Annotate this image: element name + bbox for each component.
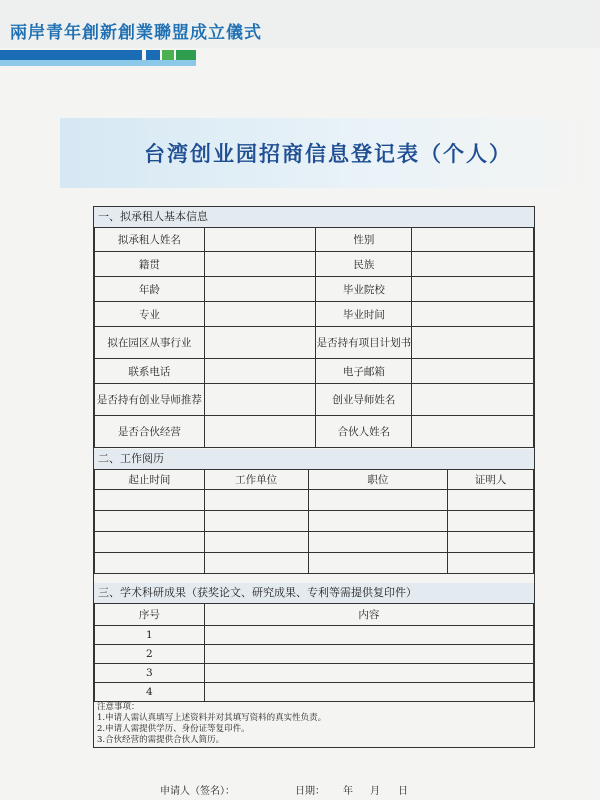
field-input[interactable] (308, 532, 448, 553)
field-label: 毕业院校 (316, 277, 412, 302)
field-input[interactable] (204, 553, 308, 574)
note-item: 2.申请人需提供学历、身份证等复印件。 (97, 724, 250, 734)
brand-stripe (0, 50, 142, 60)
field-label: 年龄 (95, 277, 205, 302)
table-header-row (95, 470, 534, 490)
applicant-signature-label: 申请人（签名）： (160, 786, 235, 797)
month-label: 月 (370, 786, 380, 797)
notes-box (94, 701, 534, 747)
column-header: 证明人 (448, 470, 534, 490)
field-input[interactable] (448, 532, 534, 553)
field-input[interactable] (204, 277, 316, 302)
field-input[interactable] (448, 553, 534, 574)
field-label: 性别 (316, 228, 412, 252)
field-input[interactable] (204, 626, 533, 645)
field-input[interactable] (95, 490, 205, 511)
table-row (95, 252, 534, 277)
row-number: 4 (95, 683, 205, 702)
field-input[interactable] (204, 490, 308, 511)
field-input[interactable] (412, 416, 534, 448)
field-label: 拟在园区从事行业 (95, 327, 205, 359)
field-input[interactable] (204, 511, 308, 532)
field-input[interactable] (204, 683, 533, 702)
table-row (95, 416, 534, 448)
field-label: 联系电话 (95, 359, 205, 384)
field-input[interactable] (204, 532, 308, 553)
field-input[interactable] (95, 511, 205, 532)
research-table (94, 603, 534, 702)
notes-title: 注意事项： (97, 702, 140, 712)
column-header: 职位 (308, 470, 448, 490)
basic-info-table (94, 227, 534, 448)
table-row (95, 553, 534, 574)
field-input[interactable] (412, 302, 534, 327)
field-label: 拟承租人姓名 (95, 228, 205, 252)
field-label: 毕业时间 (316, 302, 412, 327)
table-row (95, 384, 534, 416)
section-heading: 三、学术科研成果（获奖论文、研究成果、专利等需提供复印件） (94, 583, 534, 603)
field-input[interactable] (412, 384, 534, 416)
section-heading: 一、拟承租人基本信息 (94, 207, 534, 227)
work-history-table (94, 469, 534, 574)
row-number: 2 (95, 645, 205, 664)
field-label: 是否持有创业导师推荐 (95, 384, 205, 416)
field-input[interactable] (204, 302, 316, 327)
field-input[interactable] (412, 359, 534, 384)
table-row (95, 228, 534, 252)
field-input[interactable] (308, 490, 448, 511)
field-label: 籍贯 (95, 252, 205, 277)
field-input[interactable] (448, 511, 534, 532)
table-header-row (95, 604, 534, 626)
page-title: 台湾创业园招商信息登记表（个人） (144, 141, 512, 166)
brand-stripe (162, 50, 174, 60)
field-input[interactable] (204, 228, 316, 252)
table-row (95, 511, 534, 532)
field-input[interactable] (204, 252, 316, 277)
brand-stripe (176, 50, 196, 60)
field-input[interactable] (95, 553, 205, 574)
table-row (95, 626, 534, 645)
column-header: 序号 (95, 604, 205, 626)
field-input[interactable] (204, 384, 316, 416)
table-row (95, 327, 534, 359)
brand-stripe (146, 50, 160, 60)
field-input[interactable] (412, 252, 534, 277)
field-label: 合伙人姓名 (316, 416, 412, 448)
column-header: 内容 (204, 604, 533, 626)
header-bar (0, 0, 600, 48)
field-input[interactable] (412, 327, 534, 359)
field-input[interactable] (204, 645, 533, 664)
registration-form (93, 206, 535, 748)
row-number: 1 (95, 626, 205, 645)
field-input[interactable] (204, 416, 316, 448)
field-label: 电子邮箱 (316, 359, 412, 384)
table-row (95, 359, 534, 384)
day-label: 日 (398, 786, 408, 797)
table-row (95, 302, 534, 327)
table-row (95, 683, 534, 702)
field-input[interactable] (412, 277, 534, 302)
year-label: 年 (343, 786, 353, 797)
field-input[interactable] (448, 490, 534, 511)
field-input[interactable] (412, 228, 534, 252)
table-row (95, 664, 534, 683)
field-label: 创业导师姓名 (316, 384, 412, 416)
column-header: 工作单位 (204, 470, 308, 490)
field-input[interactable] (95, 532, 205, 553)
field-label: 是否持有项目计划书 (316, 327, 412, 359)
field-label: 专业 (95, 302, 205, 327)
date-label: 日期： (295, 786, 325, 797)
row-number: 3 (95, 664, 205, 683)
brand-title: 兩岸青年創新創業聯盟成立儀式 (10, 23, 262, 43)
note-item: 1.申请人需认真填写上述资料并对其填写资料的真实性负责。 (97, 713, 327, 723)
field-label: 是否合伙经营 (95, 416, 205, 448)
field-input[interactable] (308, 511, 448, 532)
table-row (95, 490, 534, 511)
section-heading: 二、工作阅历 (94, 449, 534, 469)
field-input[interactable] (308, 553, 448, 574)
field-input[interactable] (204, 664, 533, 683)
table-row (95, 532, 534, 553)
field-input[interactable] (204, 359, 316, 384)
brand-stripe (0, 60, 196, 66)
table-row (95, 277, 534, 302)
column-header: 起止时间 (95, 470, 205, 490)
field-label: 民族 (316, 252, 412, 277)
field-input[interactable] (204, 327, 316, 359)
note-item: 3.合伙经营的需提供合伙人简历。 (97, 735, 225, 745)
table-row (95, 645, 534, 664)
